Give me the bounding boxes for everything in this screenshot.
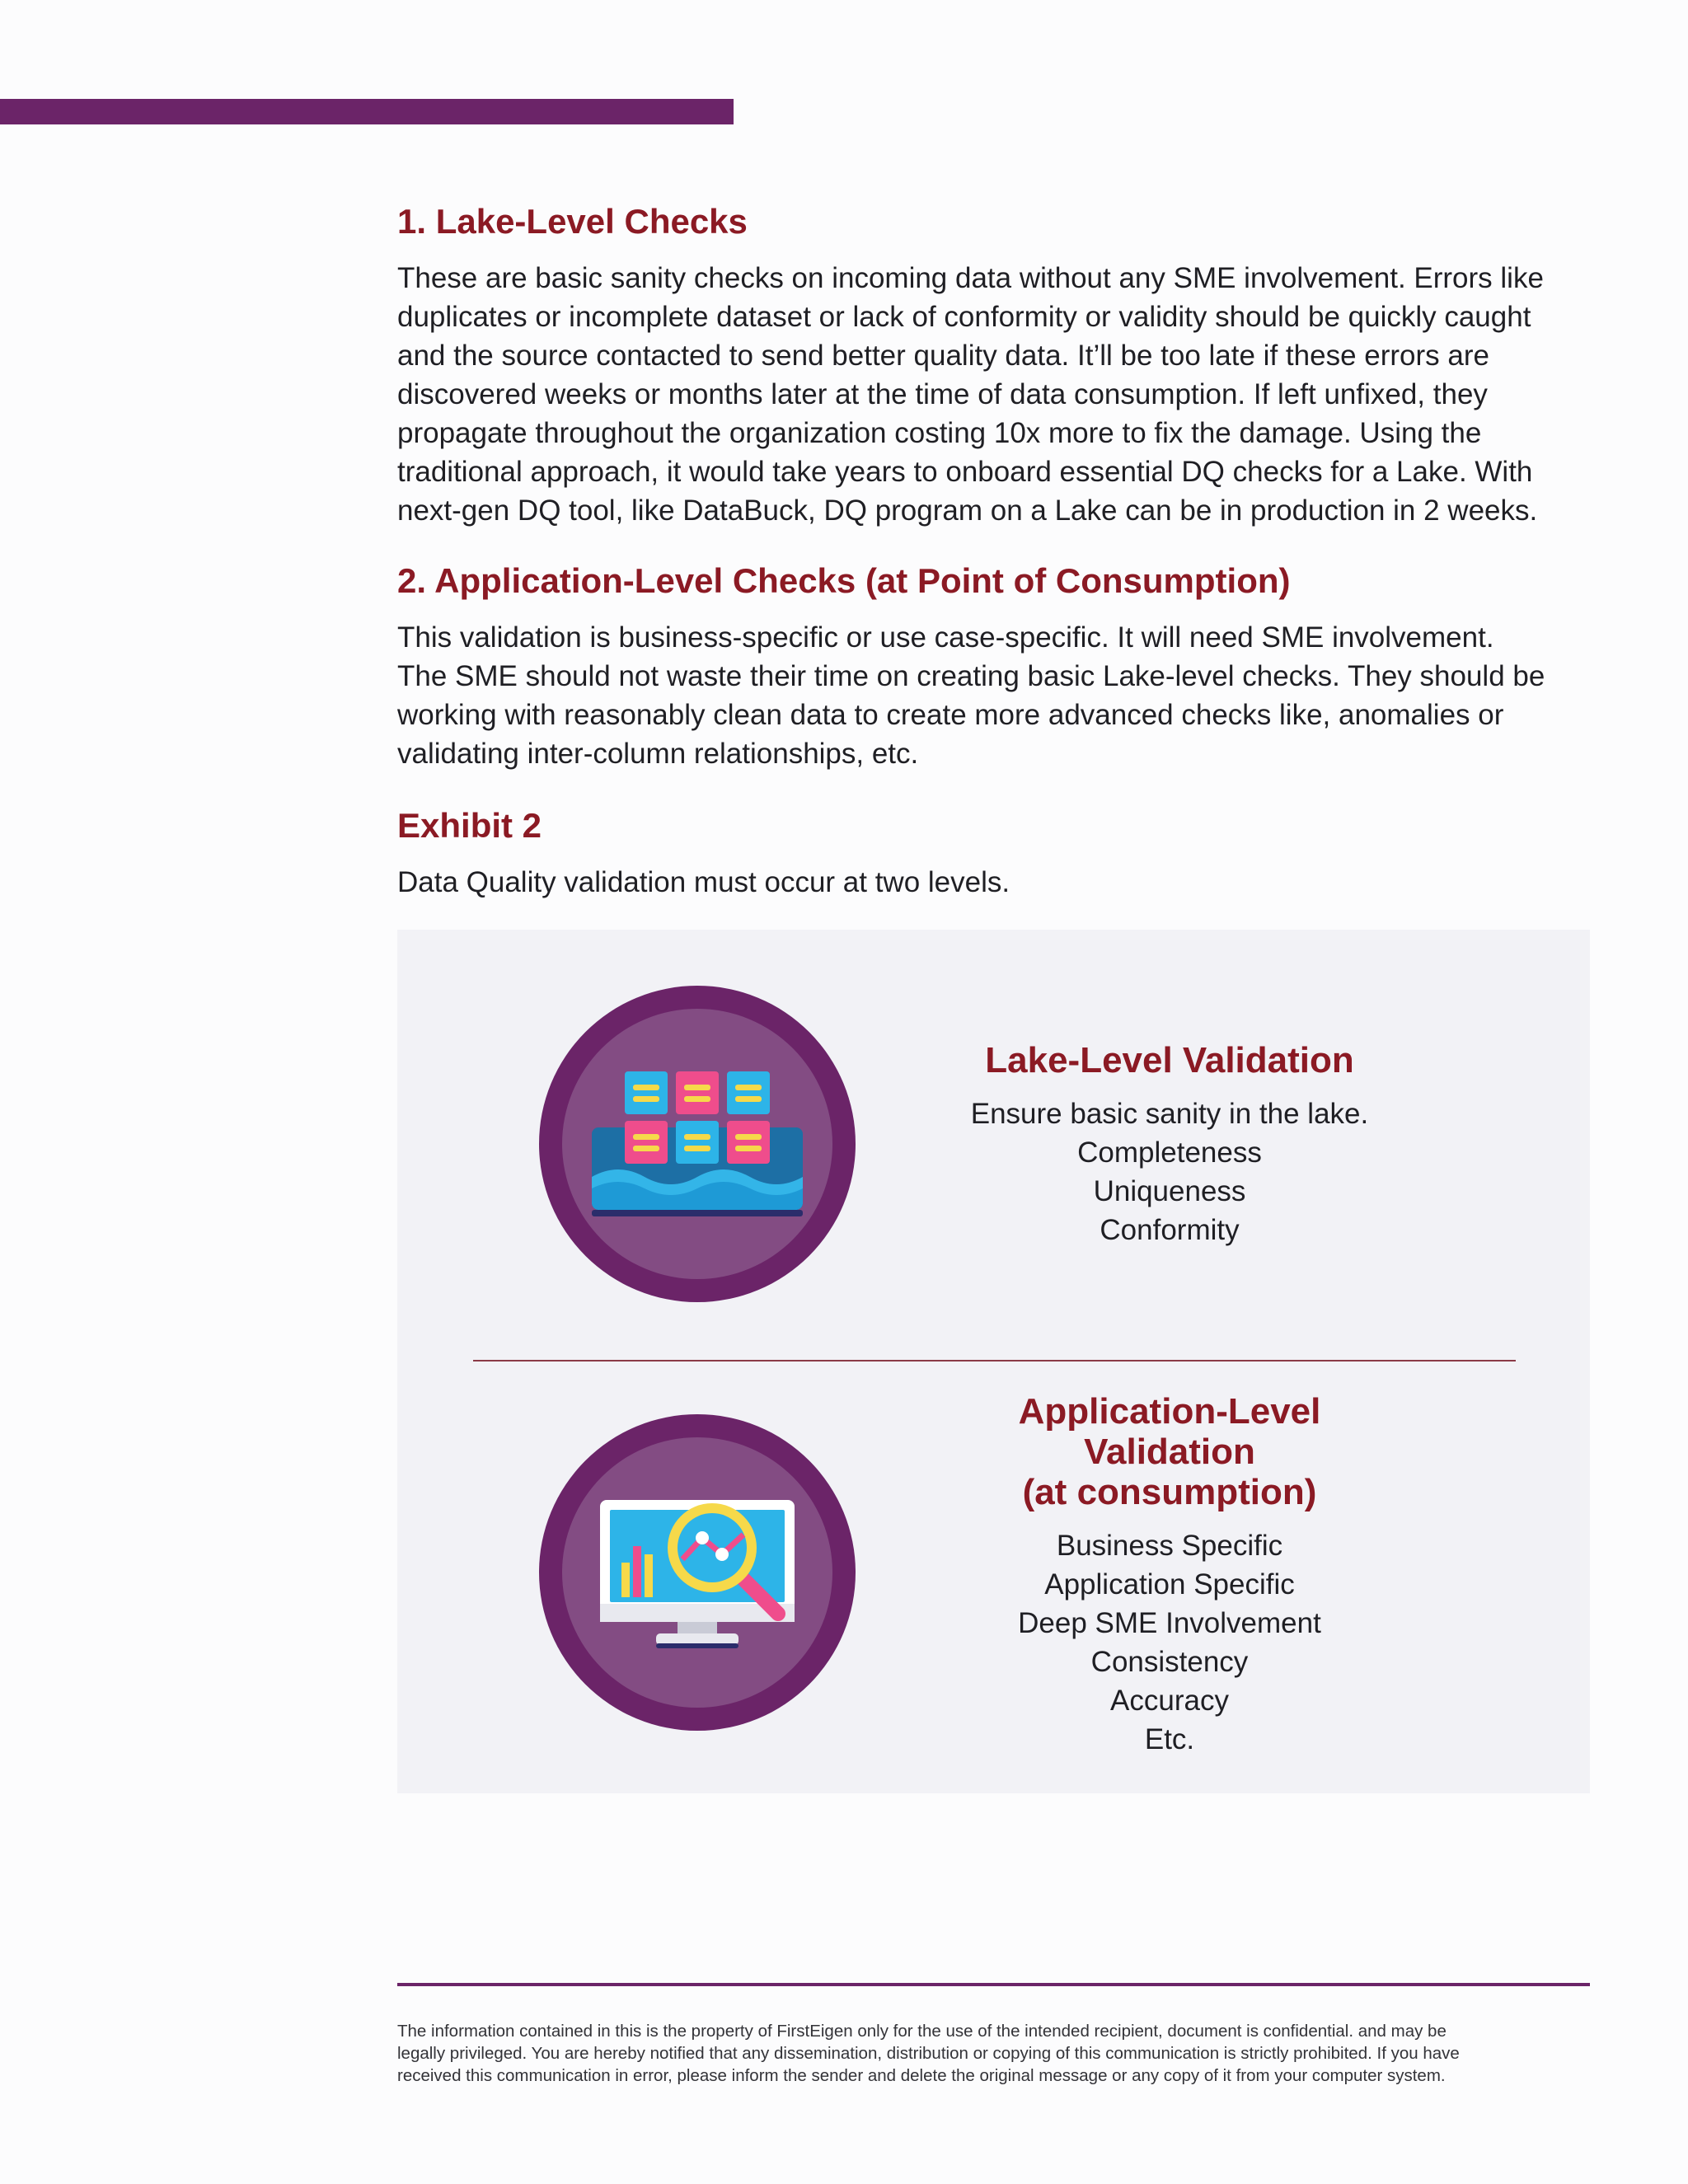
section2-line: The SME should not waste their time on creating basic Lake-level checks. They should be <box>397 660 1545 692</box>
section1-heading: 1. Lake-Level Checks <box>397 202 748 241</box>
section1-line: duplicates or incomplete dataset or lack of conformity or validity should be quickly caught <box>397 301 1531 333</box>
section1-line: discovered weeks or months later at the time of data consumption. If left unfixed, they <box>397 378 1488 410</box>
app-validation-item: Etc. <box>1144 1723 1195 1755</box>
section1-line: propagate throughout the organization costing 10x more to fix the damage. Using the <box>397 417 1482 449</box>
lake-validation-item: Ensure basic sanity in the lake. <box>970 1098 1369 1130</box>
section1-line: traditional approach, it would take years to onboard essential DQ checks for a Lake. With <box>397 456 1533 488</box>
footer-rule <box>397 1983 1590 1986</box>
section1-line: next-gen DQ tool, like DataBuck, DQ program on a Lake can be in production in 2 weeks. <box>397 494 1538 527</box>
app-validation-item: Consistency <box>1090 1646 1249 1678</box>
analytics-monitor-icon <box>539 1414 856 1731</box>
section-divider <box>473 1360 1516 1361</box>
section2-line: working with reasonably clean data to create more advanced checks like, anomalies or <box>397 699 1504 731</box>
section2-heading: 2. Application-Level Checks (at Point of Consumption) <box>397 561 1291 600</box>
app-validation-title-line: Application-Level <box>1018 1391 1321 1432</box>
app-validation-title-line: Validation <box>1084 1432 1255 1472</box>
app-validation-item: Deep SME Involvement <box>1018 1607 1321 1639</box>
exhibit-heading: Exhibit 2 <box>397 806 542 845</box>
app-validation-item: Application Specific <box>1044 1568 1295 1601</box>
footer-line: legally privileged. You are hereby notified that any dissemination, distribution or copying of this communication is strictly prohibited. If you have <box>397 2044 1460 2063</box>
section1-paragraph <box>397 259 1592 530</box>
lake-validation-item: Completeness <box>1077 1137 1262 1169</box>
exhibit-caption: Data Quality validation must occur at two levels. <box>397 866 1010 898</box>
section1-line: These are basic sanity checks on incoming data without any SME involvement. Errors like <box>397 262 1544 294</box>
top-accent-bar <box>0 99 734 124</box>
section2-line: validating inter-column relationships, etc. <box>397 738 919 770</box>
data-lake-icon <box>539 986 856 1302</box>
lake-validation-item: Uniqueness <box>1093 1175 1246 1207</box>
section2-line: This validation is business-specific or use case-specific. It will need SME involvement. <box>397 621 1494 654</box>
lake-validation-item: Conformity <box>1100 1214 1240 1246</box>
confidentiality-notice <box>397 2020 1592 2087</box>
footer-line: The information contained in this is the property of FirstEigen only for the use of the intended recipient, document is confidential. and may be <box>397 2022 1447 2041</box>
lake-validation-text <box>881 1040 1458 1249</box>
app-validation-text <box>881 1391 1458 1759</box>
footer-line: received this communication in error, please inform the sender and delete the original message or any copy of it from your computer system. <box>397 2066 1446 2085</box>
exhibit-panel <box>397 930 1590 1793</box>
section2-paragraph <box>397 618 1592 773</box>
lake-validation-title: Lake-Level Validation <box>985 1040 1354 1080</box>
section1-line: and the source contacted to send better quality data. It’ll be too late if these errors are <box>397 340 1489 372</box>
app-validation-item: Business Specific <box>1056 1530 1283 1562</box>
app-validation-title-line: (at consumption) <box>1022 1472 1317 1512</box>
app-validation-item: Accuracy <box>1110 1685 1229 1717</box>
